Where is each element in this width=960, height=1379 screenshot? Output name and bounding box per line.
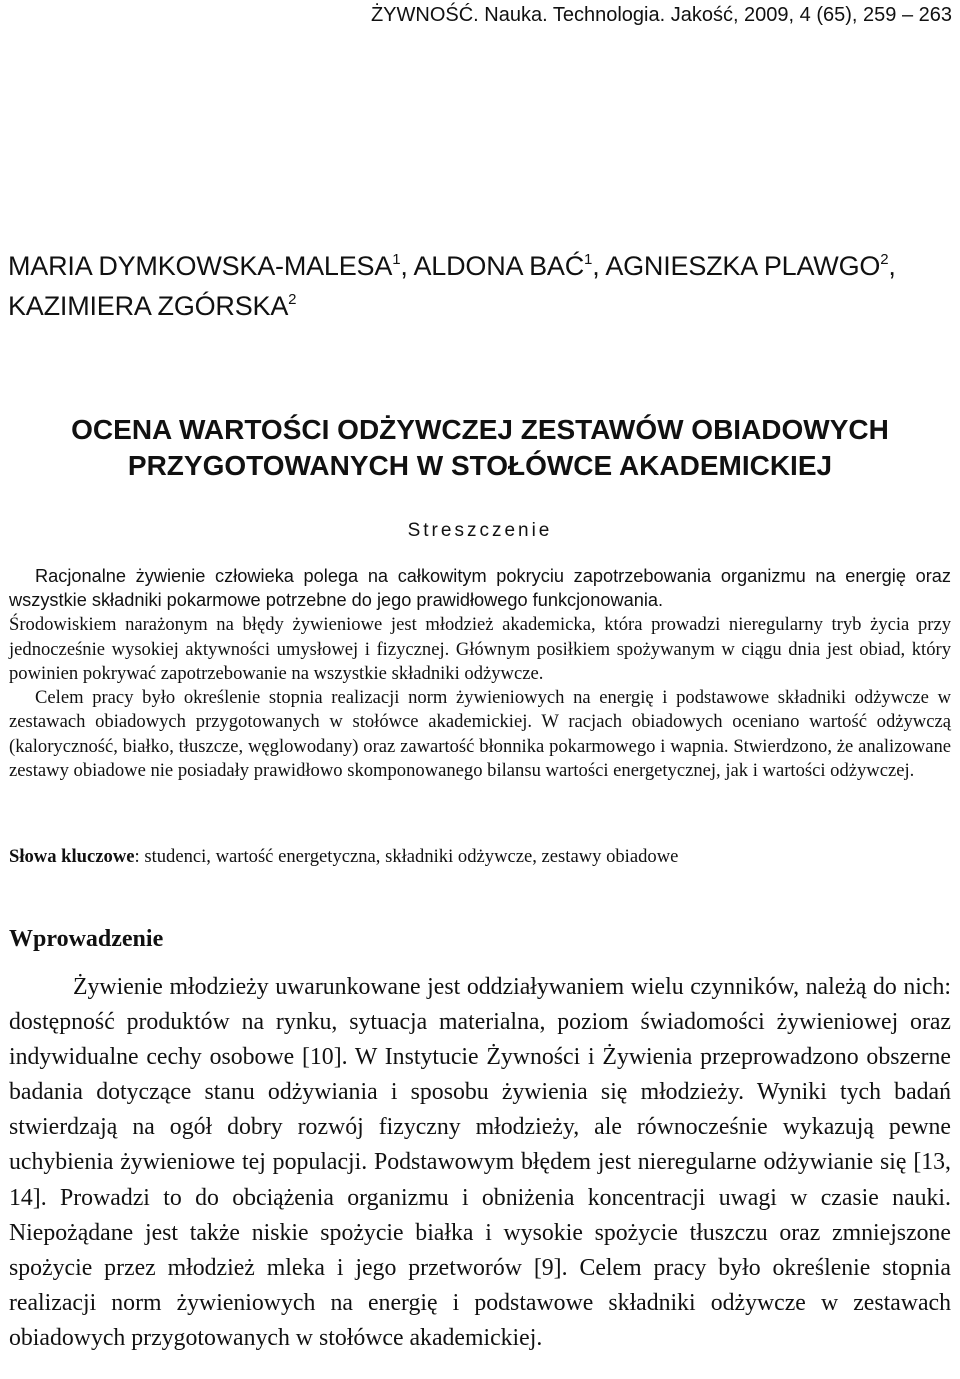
abstract-paragraph-2: Celem pracy było określenie stopnia realizacji norm żywieniowych na energię i podstawowe składniki odżywcze w zestawach obiadowych przygotowanych w stołówce akademickiej. W racjach obiadowych oceniano wartość odżywczą (kaloryczność, białko, tłuszcze, węglowodany) oraz zawartość błonnika pokarmowego i wapnia. Stwierdzono, że analizowane zestawy obiadowe nie posiadały prawidłowo skomponowanego bilansu wartości energetycznej, jak i wartości odżywczej. (9, 687, 951, 782)
author-separator: , (888, 251, 896, 281)
author-separator: , (592, 251, 606, 281)
introduction-paragraph: Żywienie młodzieży uwarunkowane jest oddziaływaniem wielu czynników, należą do nich: dostępność produktów na rynku, sytuacja materialna, poziom świadomości żywieniowej oraz indywidualne cechy osobowe [10]. W Instytucie Żywności i Żywienia przeprowadzono obszerne badania dotyczące stanu odżywiania i sposobu żywienia się młodzieży. Wyniki tych badań stwierdzają na ogół dobry rozwój fizyczny młodzieży, ale równocześnie wykazują pewne uchybienia żywieniowe tej populacji. Podstawowym błędem jest nieregularne odżywianie się [13, 14]. Prowadzi to do obciążenia organizmu i obniżenia koncentracji uwagi w czasie nauki. Niepożądane jest także niskie spożycie białka i wysokie spożycie tłuszczu oraz zmniejszone spożycie przez młodzież mleka i jego przetworów [9]. Celem pracy było określenie stopnia realizacji norm żywieniowych na energię i podstawowe składniki odżywcze w zestawach obiadowych przygotowanych w stołówce akademickiej. (9, 974, 951, 1351)
author-affiliation: 2 (880, 251, 889, 268)
abstract-heading: Streszczenie (407, 520, 553, 541)
paper-title (0, 412, 960, 484)
keywords-text: studenci, wartość energetyczna, składniki odżywcze, zestawy obiadowe (144, 846, 679, 867)
author-name: AGNIESZKA PLAWGO (605, 251, 881, 281)
author-name: MARIA DYMKOWSKA-MALESA (8, 251, 393, 281)
keywords (9, 845, 951, 869)
paper-title-line: PRZYGOTOWANYCH W STOŁÓWCE AKADEMICKIEJ (127, 450, 833, 481)
abstract-text: Środowiskiem narażonym na błędy żywieniowe jest młodzież akademicka, która prowadzi nieregularny tryb życia przy jednocześnie wysokiej aktywności umysłowej i fizycznej. Głównym posiłkiem spożywanym w ciągu dnia jest obiad, który powinien pokrywać zapotrzebowanie na wszystkie składniki odżywcze. (9, 614, 951, 684)
author-name: ALDONA BAĆ (413, 251, 585, 281)
abstract-text: Racjonalne żywienie człowieka polega na całkowitym pokryciu zapotrzebowania organizmu na energię oraz wszystkie składniki pokarmowe potrzebne do jego prawidłowego funkcjonowania. (9, 566, 951, 611)
running-header: ŻYWNOŚĆ. Nauka. Technologia. Jakość, 2009, 4 (65), 259 – 263 (370, 4, 952, 26)
keywords-separator: : (134, 846, 145, 867)
author-affiliation: 1 (392, 251, 401, 268)
paper-title-line: OCENA WARTOŚCI ODŻYWCZEJ ZESTAWÓW OBIADOWYCH (71, 414, 889, 445)
keywords-label: Słowa kluczowe (9, 846, 135, 867)
author-affiliation: 2 (288, 291, 297, 308)
author-separator: , (400, 251, 414, 281)
author-list (8, 246, 952, 326)
author-affiliation: 1 (584, 251, 593, 268)
abstract-body (9, 589, 951, 783)
author-name: KAZIMIERA ZGÓRSKA (8, 291, 289, 321)
section-heading-introduction: Wprowadzenie (9, 926, 164, 952)
